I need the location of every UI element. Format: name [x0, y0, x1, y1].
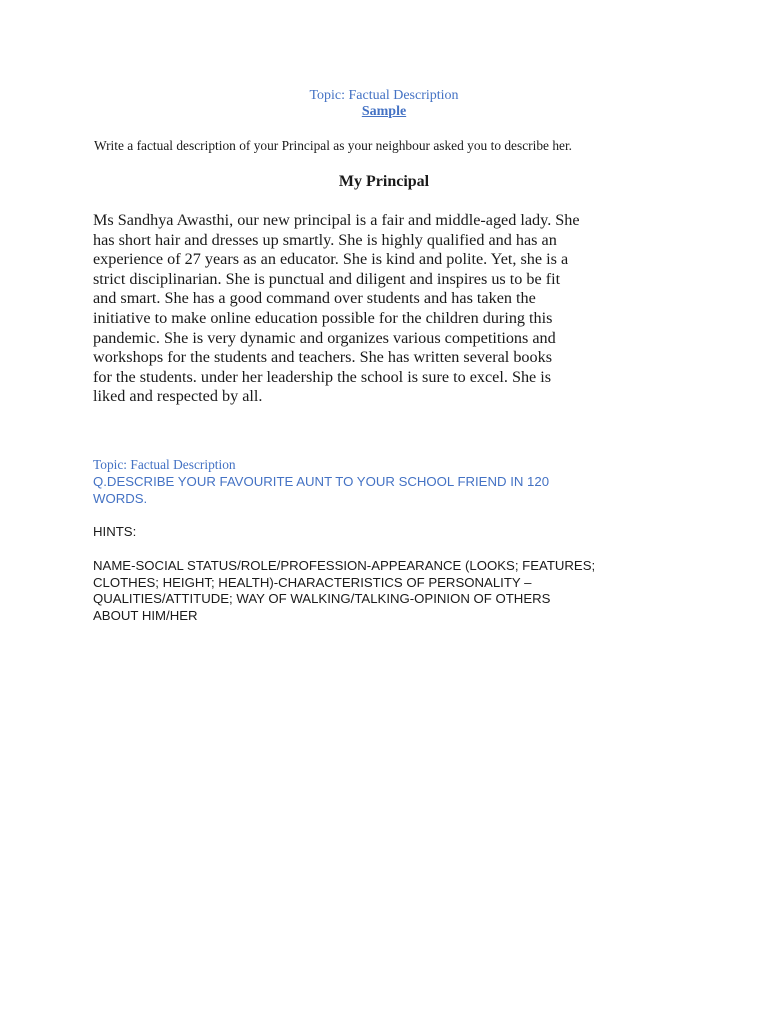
- essay-title: My Principal: [338, 173, 430, 190]
- second-topic-heading: Topic: Factual Description: [93, 457, 236, 472]
- essay-line: workshops for the students and teachers. She has written several books: [93, 348, 552, 367]
- sample-link[interactable]: Sample: [361, 104, 407, 119]
- hints-line: ABOUT HIM/HER: [93, 607, 198, 623]
- hints-body: [93, 558, 673, 624]
- essay-line: has short hair and dresses up smartly. She is highly qualified and has an: [93, 230, 557, 249]
- question-text: [93, 474, 653, 507]
- essay-line: liked and respected by all.: [93, 387, 263, 406]
- essay-line: for the students. under her leadership the school is sure to excel. She is: [93, 367, 552, 386]
- instruction-text: Write a factual description of your Principal as your neighbour asked you to describe her.: [94, 138, 573, 153]
- essay-line: experience of 27 years as an educator. She is kind and polite. Yet, she is a: [93, 250, 569, 269]
- hints-line: NAME-SOCIAL STATUS/ROLE/PROFESSION-APPEARANCE (LOOKS; FEATURES;: [93, 558, 596, 573]
- question-line: WORDS.: [93, 490, 148, 506]
- essay-line: Ms Sandhya Awasthi, our new principal is a fair and middle-aged lady. She: [93, 211, 580, 229]
- hints-line: CLOTHES; HEIGHT; HEALTH)-CHARACTERISTICS OF PERSONALITY –: [93, 574, 532, 590]
- essay-line: initiative to make online education possible for the children during this: [93, 308, 553, 327]
- essay-line: pandemic. She is very dynamic and organizes various competitions and: [93, 328, 556, 347]
- topic-heading: Topic: Factual Description: [309, 88, 459, 103]
- essay-line: strict disciplinarian. She is punctual and diligent and inspires us to be fit: [93, 269, 561, 288]
- hints-line: QUALITIES/ATTITUDE; WAY OF WALKING/TALKING-OPINION OF OTHERS: [93, 591, 551, 607]
- essay-body: [93, 211, 693, 407]
- essay-line: and smart. She has a good command over students and has taken the: [93, 289, 536, 308]
- hints-label: HINTS:: [93, 524, 137, 539]
- question-line: Q.DESCRIBE YOUR FAVOURITE AUNT TO YOUR SCHOOL FRIEND IN 120: [93, 474, 550, 489]
